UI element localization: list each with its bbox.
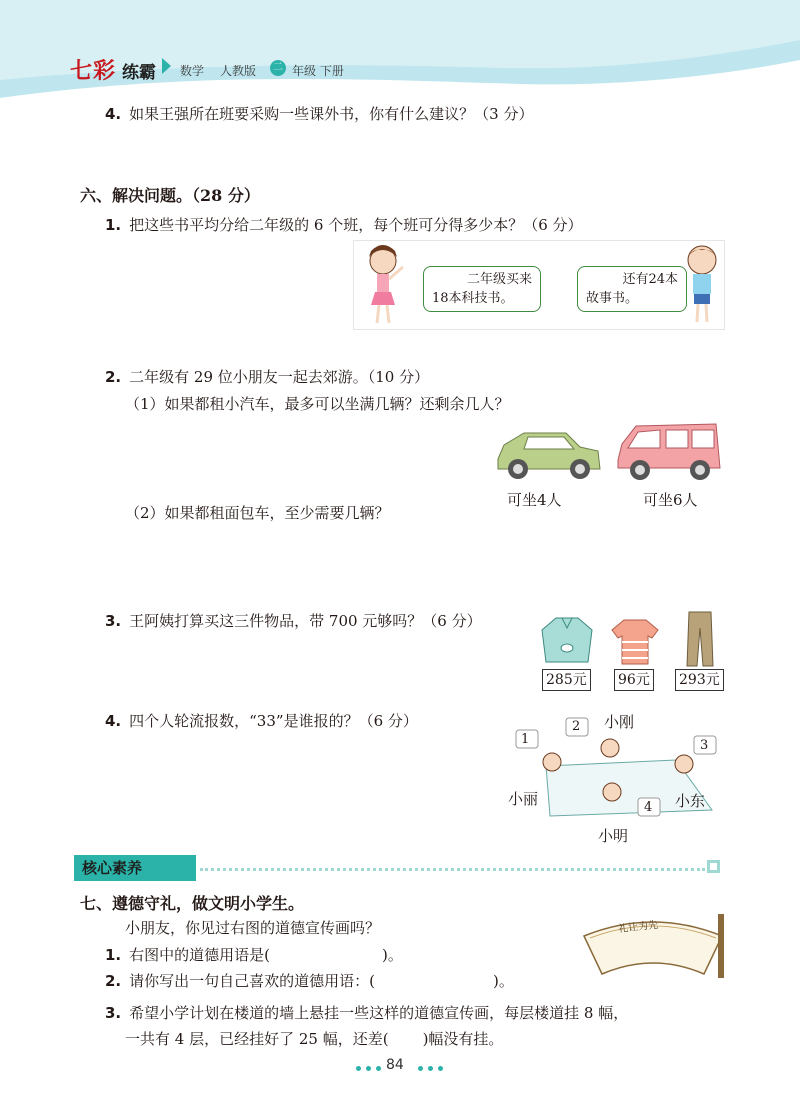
page-dot (438, 1066, 443, 1071)
question-text: 四个人轮流报数，“33”是谁报的？（6 分） (129, 712, 418, 730)
section-7-intro: 小朋友，你见过右图的道德宣传画吗？ (125, 919, 381, 937)
question-6-2-sub1: （1）如果都租小汽车，最多可以坐满几辆？还剩余几人？ (125, 395, 510, 413)
question-number: 2. (105, 972, 122, 990)
page-dot (376, 1066, 381, 1071)
page-dot (428, 1066, 433, 1071)
sweater-illustration (540, 614, 594, 666)
divider-end-box (707, 860, 720, 873)
question-6-3 (105, 610, 482, 632)
question-text: 王阿姨打算买这三件物品，带 700 元够吗？（6 分） (129, 612, 482, 630)
bubble-line: 二年级买来 (466, 272, 532, 287)
girl-illustration (355, 243, 415, 328)
speech-bubble-boy (577, 266, 687, 312)
boy-illustration (680, 240, 724, 328)
header-edition: 人教版 (220, 64, 257, 78)
question-text: 把这些书平均分给二年级的 6 个班，每个班可分得多少本？（6 分） (129, 216, 583, 234)
question-7-1 (105, 944, 403, 966)
question-tail: )幅没有挂。 (422, 1030, 504, 1048)
bubble-number-1: 1 (521, 732, 530, 747)
header-subject: 数学 (180, 64, 205, 78)
bubble-line: 18本科技书。 (432, 291, 514, 306)
page-dot (418, 1066, 423, 1071)
question-6-2 (105, 366, 429, 388)
van-illustration (612, 420, 724, 486)
van-capacity-label: 可坐6人 (643, 491, 698, 509)
name-xiaoming: 小明 (598, 827, 629, 845)
question-number: 3. (105, 612, 122, 630)
price-tag-tshirt: 96元 (614, 669, 654, 691)
pants-illustration (685, 610, 715, 668)
question-text: 请你写出一句自己喜欢的道德用语：( (129, 972, 375, 990)
question-number: 3. (105, 1004, 122, 1022)
price-tag-sweater: 285元 (542, 669, 591, 691)
question-7-3-cont (125, 1028, 503, 1050)
price-tag-pants: 293元 (675, 669, 724, 691)
question-text: 一共有 4 层，已经挂好了 25 幅，还差( (125, 1030, 389, 1048)
question-tail: )。 (493, 972, 514, 990)
core-title: 核心素养 (82, 859, 143, 877)
question-number: 1. (105, 946, 122, 964)
header-grade: 年级 下册 (292, 64, 344, 78)
page-number: 84 (386, 1057, 404, 1073)
page-dot (366, 1066, 371, 1071)
bubble-line: 故事书。 (586, 291, 639, 306)
bubble-number-3: 3 (700, 738, 709, 753)
question-number: 4. (105, 712, 122, 730)
brand-sub: 练霸 (122, 63, 156, 83)
question-6-1 (105, 214, 583, 236)
question-text: 如果王强所在班要采购一些课外书，你有什么建议？（3 分） (129, 105, 534, 123)
section-6-title: 六、解决问题。（28 分） (80, 186, 260, 205)
name-xiaoli: 小丽 (508, 790, 539, 808)
question-text: 希望小学计划在楼道的墙上悬挂一些这样的道德宣传画，每层楼道挂 8 幅， (129, 1004, 629, 1022)
header-banner (0, 0, 800, 98)
question-prev-4 (105, 103, 533, 125)
question-tail: )。 (382, 946, 403, 964)
question-7-2 (105, 970, 514, 992)
dotted-divider (200, 868, 705, 871)
bubble-number-4: 4 (644, 800, 653, 815)
question-number: 1. (105, 216, 122, 234)
grade-badge: 二 (270, 60, 286, 76)
bubble-number-2: 2 (572, 719, 581, 734)
question-number: 4. (105, 105, 122, 123)
name-xiaodong: 小东 (675, 792, 706, 810)
question-number: 2. (105, 368, 122, 386)
name-xiaogang: 小刚 (604, 713, 635, 731)
car-capacity-label: 可坐4人 (507, 491, 562, 509)
chevron-right-icon (162, 58, 171, 74)
question-6-4 (105, 710, 418, 732)
speech-bubble-girl (423, 266, 541, 312)
bubble-line: 还有24本 (622, 272, 678, 287)
section-7-title: 七、遵德守礼，做文明小学生。 (80, 894, 305, 913)
brand-logo: 七彩 (70, 59, 117, 84)
car-illustration (494, 423, 604, 485)
fan-poster-text: 礼让为先 (617, 919, 659, 936)
question-7-3 (105, 1002, 628, 1024)
question-text: 二年级有 29 位小朋友一起去郊游。（10 分） (129, 368, 430, 386)
page-dot (356, 1066, 361, 1071)
tshirt-illustration (610, 618, 660, 666)
question-text: 右图中的道德用语是( (129, 946, 270, 964)
question-6-2-sub2: （2）如果都租面包车，至少需要几辆？ (125, 504, 390, 522)
